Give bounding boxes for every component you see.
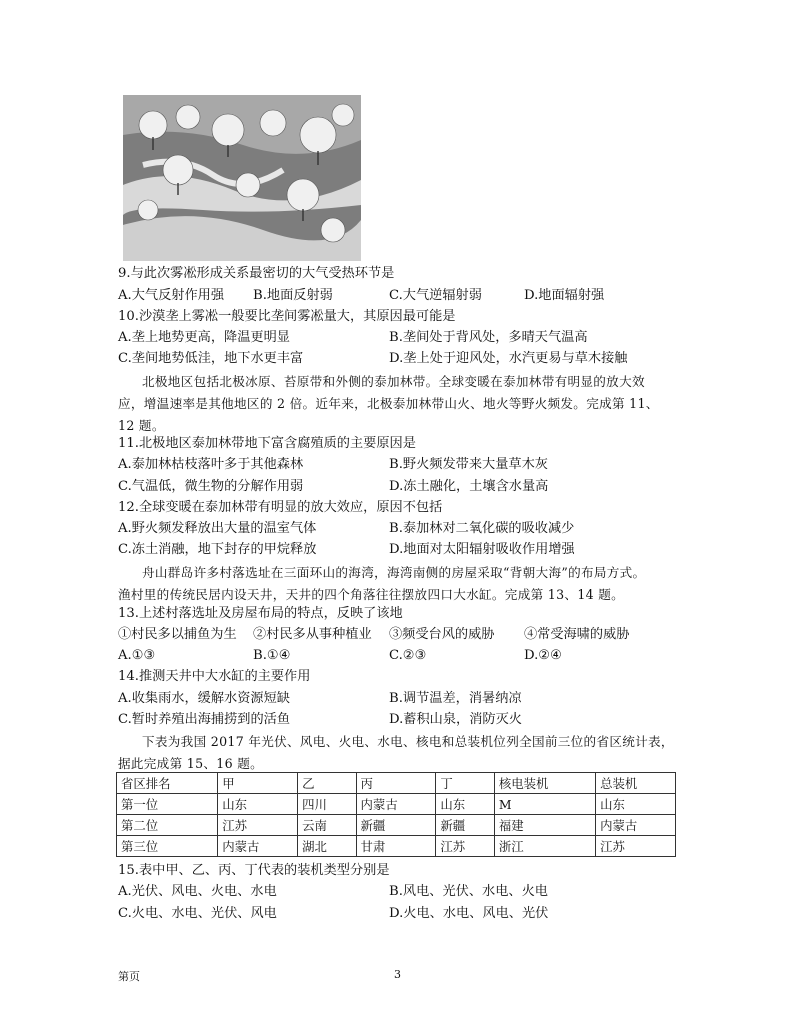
table-row (117, 794, 676, 815)
q12-option-d: D.地面对太阳辐射吸收作用增强 (389, 542, 575, 557)
q12-option-a: A.野火频发释放出大量的温室气体 (118, 521, 317, 536)
q13-option-b: B.①④ (253, 648, 291, 663)
q13-item-3: ③频受台风的威胁 (389, 627, 495, 642)
q11-stem: 11.北极地区泰加林带地下富含腐殖质的主要原因是 (118, 436, 416, 451)
q9-option-a: A.大气反射作用强 (118, 288, 225, 303)
passage-arctic (118, 371, 678, 437)
table-cell: 山东 (436, 794, 494, 815)
table-cell: 福建 (494, 815, 595, 836)
q14-option-c: C.暂时养殖出海捕捞到的活鱼 (118, 712, 291, 727)
passage-zhoushan-line: 舟山群岛许多村落选址在三面环山的海湾，海湾南侧的房屋采取“背朝大海”的布局方式。 (142, 565, 646, 580)
q13-stem: 13.上述村落选址及房屋布局的特点，反映了该地 (118, 606, 403, 621)
table-cell: 山东 (596, 794, 676, 815)
table-cell: 第三位 (117, 836, 218, 857)
passage-arctic-line: 应，增温速率是其他地区的 2 倍。近年来，北极泰加林带山火、地火等野火频发。完成第 11、 (118, 396, 659, 411)
table-cell: 云南 (298, 815, 356, 836)
q14-option-d: D.蓄积山泉，消防灭火 (389, 712, 522, 727)
q13-item-2: ②村民多从事种植业 (253, 627, 372, 642)
table-header-cell: 总装机 (596, 773, 676, 794)
q12-option-c: C.冻土消融，地下封存的甲烷释放 (118, 542, 317, 557)
passage-arctic-line: 北极地区包括北极冰原、苔原带和外侧的泰加林带。全球变暖在泰加林带有明显的放大效 (142, 374, 645, 389)
table-cell: 内蒙古 (356, 794, 436, 815)
table-header-row (117, 773, 676, 794)
table-row (117, 836, 676, 857)
table-cell: 内蒙古 (596, 815, 676, 836)
table-cell: 内蒙古 (218, 836, 298, 857)
q11-option-c: C.气温低，微生物的分解作用弱 (118, 479, 304, 494)
passage-power (118, 731, 678, 775)
table-cell: 江苏 (596, 836, 676, 857)
table-header-cell: 省区排名 (117, 773, 218, 794)
table-cell: 江苏 (436, 836, 494, 857)
table-cell: 甘肃 (356, 836, 436, 857)
table-cell: 第一位 (117, 794, 218, 815)
passage-power-line: 下表为我国 2017 年光伏、风电、火电、水电、核电和总装机位列全国前三位的省区统计表， (142, 734, 674, 749)
q15-option-b: B.风电、光伏、水电、火电 (389, 884, 548, 899)
q14-option-a: A.收集雨水，缓解水资源短缺 (118, 691, 290, 706)
q9-option-c: C.大气逆辐射弱 (389, 288, 482, 303)
q14-option-b: B.调节温差，消暑纳凉 (389, 691, 522, 706)
table-cell: 浙江 (494, 836, 595, 857)
q15-option-c: C.火电、水电、光伏、风电 (118, 906, 277, 921)
q10-stem: 10.沙漠垄上雾凇一般要比垄间雾凇量大，其原因最可能是 (118, 309, 456, 324)
rime-desert-photo (123, 95, 361, 261)
q12-option-b: B.泰加林对二氧化碳的吸收减少 (389, 521, 575, 536)
q11-option-d: D.冻土融化，土壤含水量高 (389, 479, 549, 494)
q15-stem: 15.表中甲、乙、丙、丁代表的装机类型分别是 (118, 863, 390, 878)
table-cell: 新疆 (356, 815, 436, 836)
passage-zhoushan (118, 562, 678, 606)
q15-option-d: D.火电、水电、风电、光伏 (389, 906, 549, 921)
q10-option-c: C.垄间地势低洼，地下水更丰富 (118, 351, 304, 366)
q11-option-a: A.泰加林枯枝落叶多于其他森林 (118, 457, 304, 472)
table-cell: 山东 (218, 794, 298, 815)
q14-stem: 14.推测天井中大水缸的主要作用 (118, 669, 311, 684)
table-header-cell: 核电装机 (494, 773, 595, 794)
q13-item-4: ④常受海啸的威胁 (524, 627, 630, 642)
q13-option-d: D.②④ (524, 648, 562, 663)
q10-option-b: B.垄间处于背风处，多晴天气温高 (389, 330, 588, 345)
q15-option-a: A.光伏、风电、火电、水电 (118, 884, 277, 899)
q9-stem: 9.与此次雾凇形成关系最密切的大气受热环节是 (118, 266, 395, 281)
q13-option-a: A.①③ (118, 648, 156, 663)
table-cell: M (494, 794, 595, 815)
table-header-cell: 乙 (298, 773, 356, 794)
power-capacity-table (116, 772, 676, 857)
passage-zhoushan-line: 渔村里的传统民居内设天井，天井的四个角落往往摆放四口大水缸。完成第 13、14 题。 (118, 587, 625, 602)
footer-page-label: 第页 (118, 970, 140, 983)
q10-option-a: A.垄上地势更高，降温更明显 (118, 330, 290, 345)
q9-option-b: B.地面反射弱 (253, 288, 333, 303)
q12-stem: 12.全球变暖在泰加林带有明显的放大效应，原因不包括 (118, 500, 443, 515)
q13-option-c: C.②③ (389, 648, 427, 663)
table-header-cell: 甲 (218, 773, 298, 794)
table-header-cell: 丙 (356, 773, 436, 794)
table-row (117, 815, 676, 836)
table-header-cell: 丁 (436, 773, 494, 794)
q9-option-d: D.地面辐射强 (524, 288, 605, 303)
q10-option-d: D.垄上处于迎风处，水汽更易与草木接触 (389, 351, 628, 366)
q11-option-b: B.野火频发带来大量草木灰 (389, 457, 548, 472)
table-cell: 江苏 (218, 815, 298, 836)
table-cell: 第二位 (117, 815, 218, 836)
passage-power-line: 据此完成第 15、16 题。 (118, 756, 264, 771)
table-cell: 四川 (298, 794, 356, 815)
passage-arctic-line: 12 题。 (118, 418, 165, 433)
table-cell: 新疆 (436, 815, 494, 836)
q13-item-1: ①村民多以捕鱼为生 (118, 627, 237, 642)
page-number: 3 (394, 968, 401, 981)
table-cell: 湖北 (298, 836, 356, 857)
rime-photo-drawing (123, 95, 361, 261)
